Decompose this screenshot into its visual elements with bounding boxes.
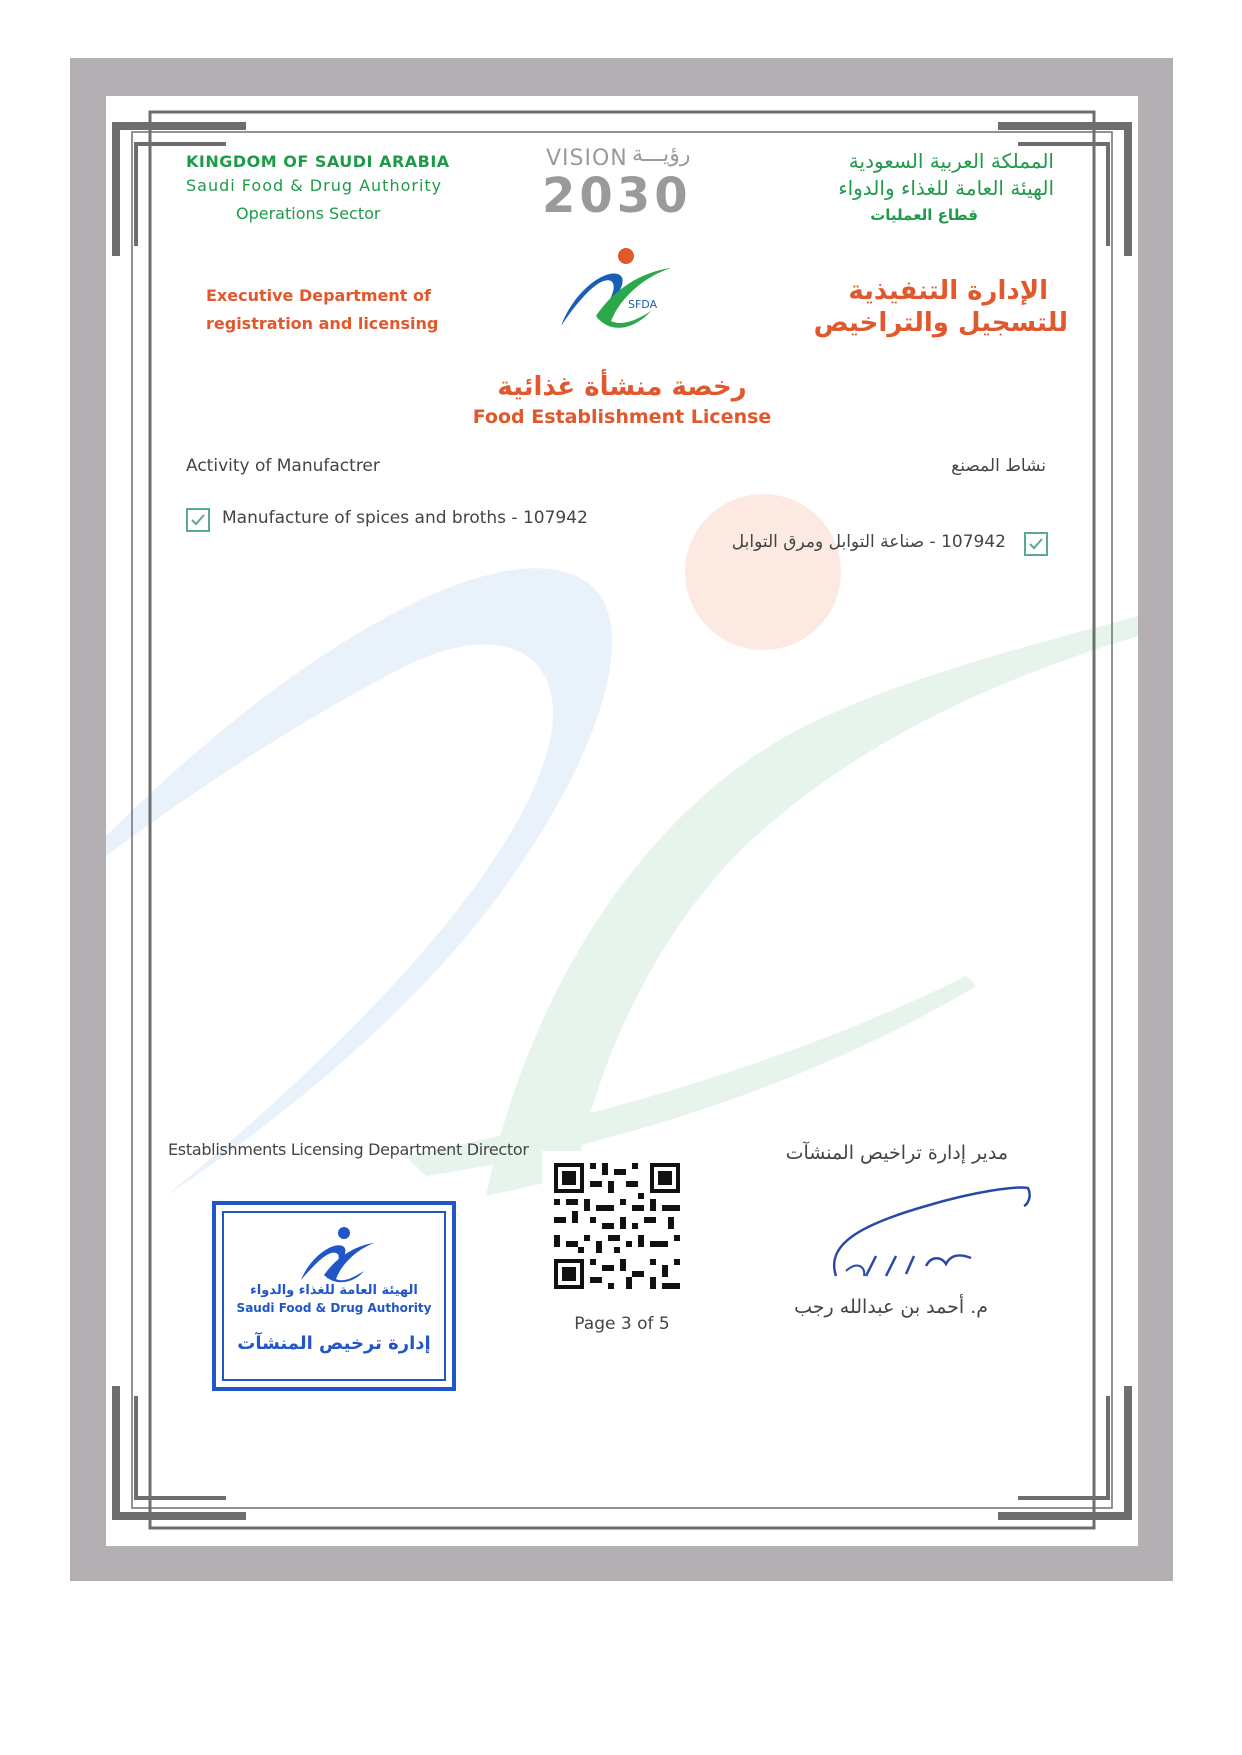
activity-label-en: Activity of Manufactrer bbox=[186, 456, 380, 476]
qr-code-graphic bbox=[542, 1151, 692, 1301]
header-ar-sector: قطاع العمليات bbox=[870, 206, 978, 224]
header-en-sector: Operations Sector bbox=[236, 204, 381, 223]
director-signature bbox=[806, 1176, 1036, 1296]
vision-2030-logo bbox=[536, 136, 716, 226]
watermark-orange-circle bbox=[685, 494, 841, 650]
stamp-authority-ar: الهيئة العامة للغذاء والدواء bbox=[250, 1283, 418, 1298]
license-title-en: Food Establishment License bbox=[472, 406, 772, 428]
license-title-ar: رخصة منشأة غذائية bbox=[497, 372, 747, 402]
stamp-department-ar: إدارة ترخيص المنشآت bbox=[237, 1333, 431, 1354]
stamp-logo-icon bbox=[296, 1225, 376, 1285]
check-icon bbox=[1029, 538, 1043, 550]
check-icon bbox=[191, 514, 205, 526]
vision-ar-text: رؤيـــة bbox=[632, 142, 691, 167]
signatory-name: م. أحمد بن عبدالله رجب bbox=[794, 1296, 988, 1318]
certificate-page bbox=[106, 96, 1138, 1546]
header-ar-country: المملكة العربية السعودية bbox=[848, 149, 1054, 173]
qr-code bbox=[542, 1151, 692, 1301]
vision-year-text: 2030 bbox=[542, 168, 692, 224]
vision-en-text: VISION bbox=[546, 146, 628, 171]
header-en-country: KINGDOM OF SAUDI ARABIA bbox=[186, 152, 450, 171]
department-ar-line1: الإدارة التنفيذية bbox=[848, 276, 1048, 306]
activity-label-ar: نشاط المصنع bbox=[951, 456, 1046, 476]
director-title-en: Establishments Licensing Department Director bbox=[168, 1140, 529, 1159]
activity-item-ar: 107942 - صناعة التوابل ومرق التوابل bbox=[731, 532, 1006, 552]
activity-item-en: Manufacture of spices and broths - 107942 bbox=[222, 508, 588, 528]
page-number: Page 3 of 5 bbox=[574, 1314, 670, 1334]
sfda-logo bbox=[556, 246, 676, 336]
department-en-line1: Executive Department of bbox=[206, 286, 431, 305]
activity-checkbox-ar bbox=[1024, 532, 1048, 556]
official-stamp bbox=[212, 1201, 456, 1391]
header-ar-authority: الهيئة العامة للغذاء والدواء bbox=[838, 176, 1054, 200]
sfda-logo-text: SFDA bbox=[628, 298, 658, 311]
director-title-ar: مدير إدارة تراخيص المنشآت bbox=[785, 1142, 1008, 1164]
department-ar-line2: للتسجيل والتراخيص bbox=[813, 308, 1068, 338]
department-en-line2: registration and licensing bbox=[206, 314, 439, 333]
stamp-authority-en: Saudi Food & Drug Authority bbox=[236, 1301, 432, 1315]
activity-checkbox-en bbox=[186, 508, 210, 532]
header-en-authority: Saudi Food & Drug Authority bbox=[186, 176, 443, 195]
